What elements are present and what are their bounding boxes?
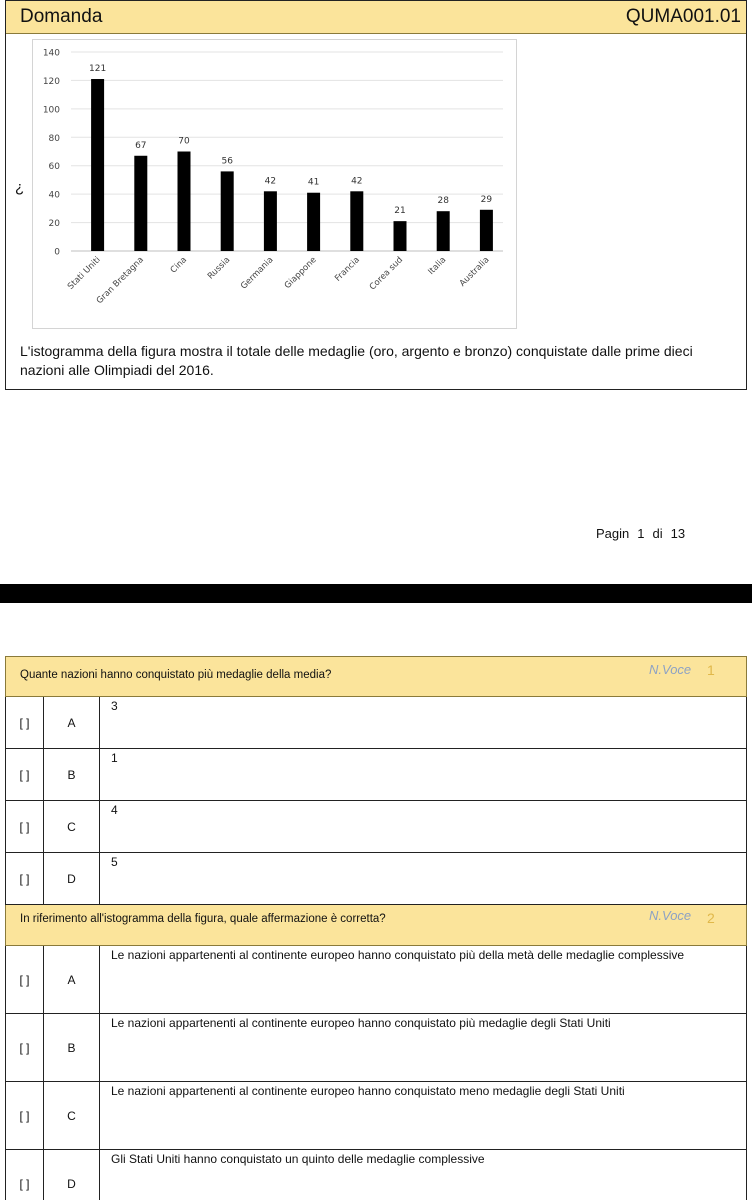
data-label: 121 (89, 64, 107, 75)
question-1-text: Quante nazioni hanno conquistato più medaglie della media? (20, 669, 332, 681)
y-tick-label: 60 (48, 162, 60, 173)
data-label: 29 (480, 194, 493, 205)
pagination (596, 526, 685, 541)
x-tick-label: Germania (239, 255, 276, 292)
separator-bar (0, 584, 752, 603)
bar-chart (32, 39, 517, 329)
x-tick-label: Australia (457, 255, 492, 289)
option-text: Le nazioni appartenenti al continente europeo hanno conquistato più medaglie degli Stati Uniti (111, 1016, 611, 1030)
option-letter: B (44, 1014, 100, 1081)
option-letter: D (44, 1150, 100, 1200)
option-checkbox[interactable]: [ ] (6, 1082, 44, 1149)
option-text: Le nazioni appartenenti al continente europeo hanno conquistato più della metà delle medaglie complessive (111, 948, 685, 962)
bar (264, 191, 277, 251)
questions-list (5, 656, 747, 1200)
option-text: 3 (111, 699, 118, 713)
option-letter: B (44, 749, 100, 800)
option-checkbox[interactable]: [ ] (6, 1014, 44, 1081)
chart-caption: L'istogramma della figura mostra il totale delle medaglie (oro, argento e bronzo) conquistate dalle prime dieci nazioni alle Olimpiadi del 2016. (20, 343, 693, 378)
option-text: 1 (111, 751, 118, 765)
question-1-option-b[interactable] (5, 749, 747, 801)
x-tick-label: Russia (205, 255, 233, 282)
question-1-nvoce-label: N.Voce (649, 662, 692, 677)
bar (91, 79, 104, 251)
data-label: 42 (264, 176, 277, 187)
data-label: 67 (135, 140, 147, 151)
option-letter: A (44, 946, 100, 1013)
x-tick-label: Corea sud (367, 255, 406, 293)
option-checkbox[interactable]: [ ] (6, 749, 44, 800)
bar-chart-svg (33, 40, 518, 330)
question-1-option-d[interactable] (5, 853, 747, 905)
x-tick-label: Gran Bretagna (94, 255, 146, 307)
question-1-option-a[interactable] (5, 697, 747, 749)
bar (134, 156, 147, 251)
question-2-option-b[interactable] (5, 1014, 747, 1082)
data-label: 21 (394, 206, 406, 217)
x-tick-label: Stati Uniti (65, 255, 103, 292)
option-text: Gli Stati Uniti hanno conquistato un quinto delle medaglie complessive (111, 1152, 485, 1166)
data-label: 42 (351, 176, 363, 187)
question-2-option-d[interactable] (5, 1150, 747, 1200)
question-2-header (5, 905, 747, 946)
option-checkbox[interactable]: [ ] (6, 853, 44, 904)
question-header (6, 1, 746, 34)
question-1-header (5, 656, 747, 697)
question-2-option-a[interactable] (5, 946, 747, 1014)
question-2-number: 2 (707, 910, 715, 926)
bar (437, 211, 450, 251)
option-text: 5 (111, 855, 118, 869)
pagination-current: 1 (637, 526, 645, 541)
y-tick-label: 80 (48, 133, 60, 144)
x-tick-label: Giappone (282, 255, 319, 291)
question-card (5, 0, 747, 390)
data-label: 28 (437, 196, 449, 207)
question-1-number: 1 (707, 662, 715, 678)
option-text: 4 (111, 803, 118, 817)
inverted-question-mark: ¿ (15, 179, 25, 196)
y-tick-label: 100 (42, 105, 60, 116)
option-checkbox[interactable]: [ ] (6, 1150, 44, 1200)
pagination-total: 13 (670, 526, 686, 541)
option-letter: C (44, 1082, 100, 1149)
option-letter: C (44, 801, 100, 852)
option-letter: A (44, 697, 100, 748)
option-checkbox[interactable]: [ ] (6, 801, 44, 852)
header-title: Domanda (20, 6, 103, 27)
bar (394, 221, 407, 251)
x-tick-label: Cina (168, 255, 190, 276)
option-text: Le nazioni appartenenti al continente europeo hanno conquistato meno medaglie degli Stati Uniti (111, 1084, 625, 1098)
data-label: 41 (307, 177, 320, 188)
option-checkbox[interactable]: [ ] (6, 946, 44, 1013)
x-tick-label: Italia (426, 255, 449, 277)
bar (221, 171, 234, 251)
question-1-option-c[interactable] (5, 801, 747, 853)
data-label: 70 (178, 136, 190, 147)
x-tick-label: Francia (333, 255, 362, 284)
question-2-text: In riferimento all'istogramma della figura, quale affermazione è corretta? (20, 913, 386, 925)
bar (480, 210, 493, 251)
pagination-label: Pagin (596, 526, 630, 541)
question-code: QUMA001.01 (625, 6, 741, 27)
bar (350, 191, 363, 251)
question-2-option-c[interactable] (5, 1082, 747, 1150)
y-tick-label: 20 (48, 219, 60, 230)
y-tick-label: 40 (48, 190, 60, 201)
question-2-nvoce-label: N.Voce (649, 908, 692, 923)
data-label: 56 (221, 156, 233, 167)
y-tick-label: 120 (42, 76, 60, 87)
option-letter: D (44, 853, 100, 904)
bar (178, 152, 191, 252)
y-tick-label: 0 (54, 247, 60, 258)
pagination-of: di (652, 526, 663, 541)
y-tick-label: 140 (42, 48, 60, 59)
option-checkbox[interactable]: [ ] (6, 697, 44, 748)
bar (307, 193, 320, 251)
